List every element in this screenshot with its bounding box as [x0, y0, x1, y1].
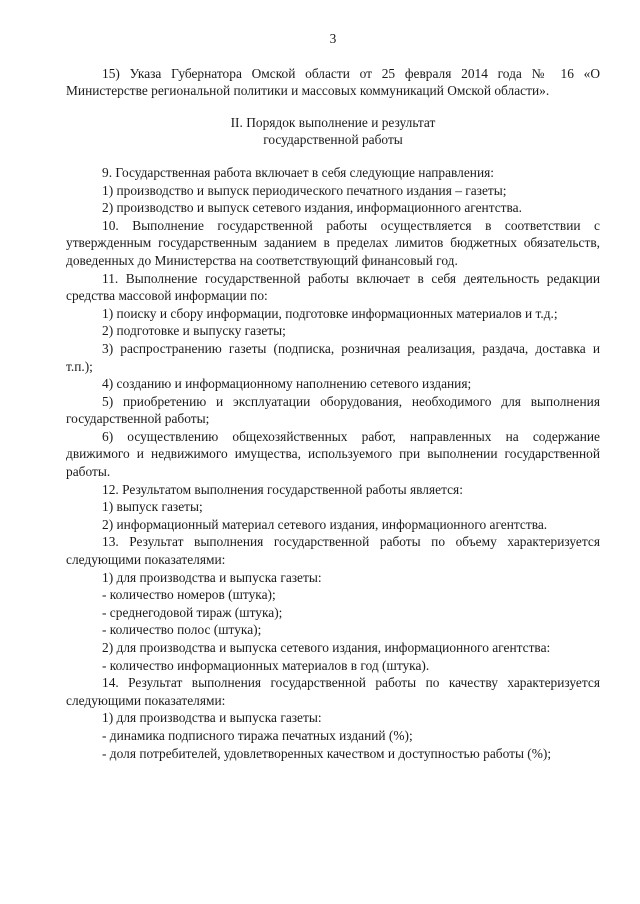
paragraph: - количество информационных материалов в год (штука).: [102, 657, 430, 673]
paragraph: 11. Выполнение государственной работы включает в себя деятельность редакции средства массовой информации по:: [66, 270, 600, 304]
paragraph: 2) производство и выпуск сетевого издания, информационного агентства.: [102, 200, 522, 216]
section-heading-line-1: II. Порядок выполнение и результат: [230, 114, 436, 130]
paragraph: - количество полос (штука);: [102, 622, 262, 638]
paragraph: 5) приобретению и эксплуатации оборудования, необходимого для выполнения государственной работы;: [66, 393, 600, 427]
page-number: 3: [329, 31, 337, 46]
section-heading: [66, 114, 600, 149]
paragraph: 1) выпуск газеты;: [102, 499, 203, 515]
paragraph: 1) для производства и выпуска газеты:: [102, 569, 322, 585]
paragraph: - среднегодовой тираж (штука);: [102, 604, 283, 620]
intro-paragraph: 15) Указа Губернатора Омской области от 25 февраля 2014 года № 16 «О Министерстве региональной политики и массовых коммуникаций Омской области».: [66, 65, 600, 99]
paragraph: 2) подготовке и выпуску газеты;: [102, 323, 286, 339]
paragraph: 12. Результатом выполнения государственной работы является:: [102, 481, 463, 497]
paragraph: - доля потребителей, удовлетворенных качеством и доступностью работы (%);: [102, 745, 552, 761]
paragraph: 1) производство и выпуск периодического печатного издания – газеты;: [102, 182, 507, 198]
paragraph: 2) для производства и выпуска сетевого издания, информационного агентства:: [102, 640, 551, 655]
paragraph: - количество номеров (штука);: [102, 587, 276, 603]
paragraph: 2) информационный материал сетевого издания, информационного агентства.: [102, 516, 548, 532]
paragraph: 3) распространению газеты (подписка, розничная реализация, раздача, доставка и т.п.);: [66, 340, 600, 374]
paragraph: 14. Результат выполнения государственной работы по качеству характеризуется следующими показателями:: [66, 675, 600, 708]
document-page: [66, 30, 600, 762]
paragraph: 9. Государственная работа включает в себя следующие направления:: [102, 164, 495, 180]
section-heading-line-2: государственной работы: [263, 132, 403, 148]
paragraph: 6) осуществлению общехозяйственных работ, направленных на содержание движимого и недвижимого имущества, используемого при выполнении государственной работы.: [66, 428, 600, 480]
paragraph: 1) поиску и сбору информации, подготовке информационных материалов и т.д.;: [102, 305, 558, 321]
paragraph: 1) для производства и выпуска газеты:: [102, 710, 322, 726]
paragraph: 10. Выполнение государственной работы осуществляется в соответствии с утвержденным государственным заданием в пределах лимитов бюджетных обязательств, доведенных до Министерства на соответствующий финансовый год.: [66, 217, 600, 268]
paragraph: 13. Результат выполнения государственной работы по объему характеризуется следующими показателями:: [66, 534, 600, 568]
paragraph: 4) созданию и информационному наполнению сетевого издания;: [102, 376, 472, 392]
paragraph: - динамика подписного тиража печатных изданий (%);: [102, 727, 413, 743]
